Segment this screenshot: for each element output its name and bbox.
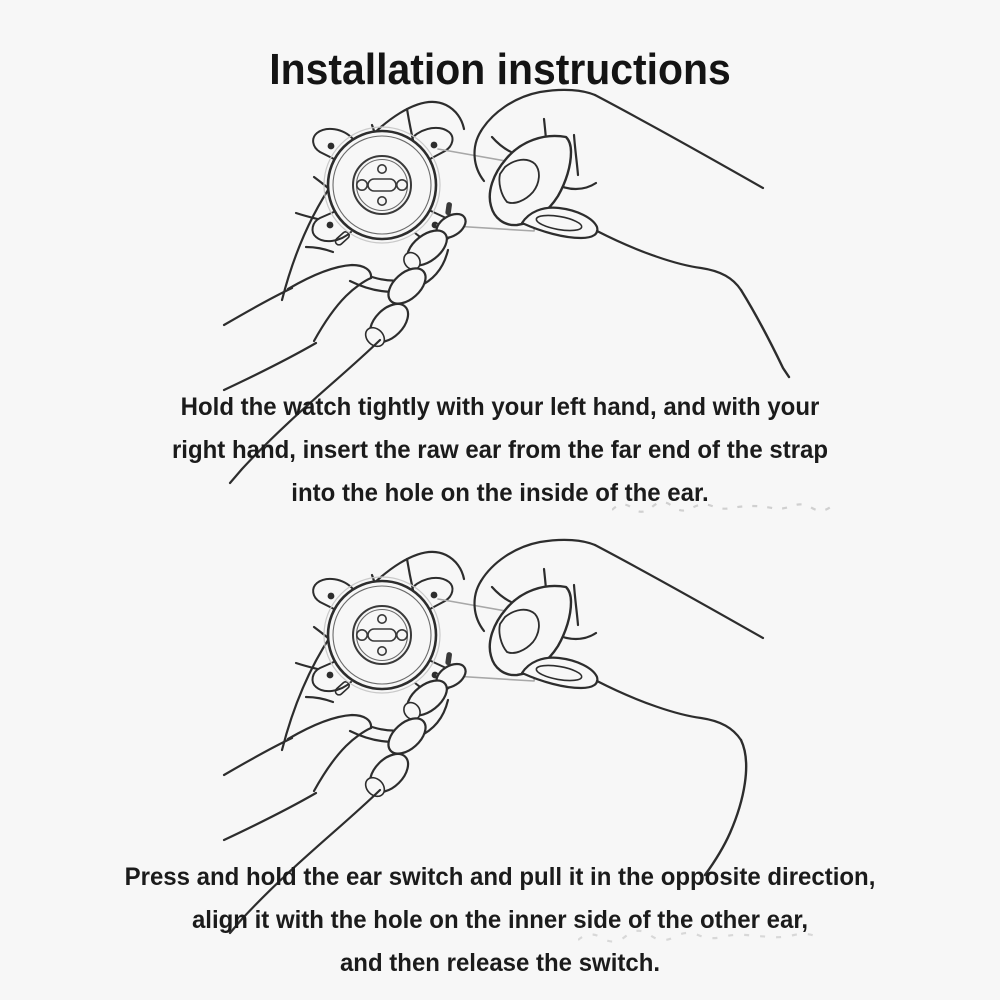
ghost-watermark-marks-1 — [612, 494, 842, 520]
right-wrist-line — [705, 740, 746, 875]
step-2-text — [20, 856, 980, 985]
ghost-watermark-marks-2 — [578, 922, 838, 950]
step-2-line-2: align it with the hole on the inner side of the other ear, — [191, 906, 809, 934]
step-2-line-3: and then release the switch. — [339, 949, 661, 977]
step-1-line-3: into the hole on the inside of the ear. — [291, 479, 709, 507]
step-1-line-2: right hand, insert the raw ear from the far end of the strap — [171, 436, 829, 464]
step-1-line-1: Hold the watch tightly with your left hand, and with your — [180, 393, 820, 421]
right-wrist-line — [741, 290, 789, 377]
step-2-line-1: Press and hold the ear switch and pull it in the opposite direction, — [124, 863, 876, 891]
page-title: Installation instructions — [269, 45, 731, 95]
